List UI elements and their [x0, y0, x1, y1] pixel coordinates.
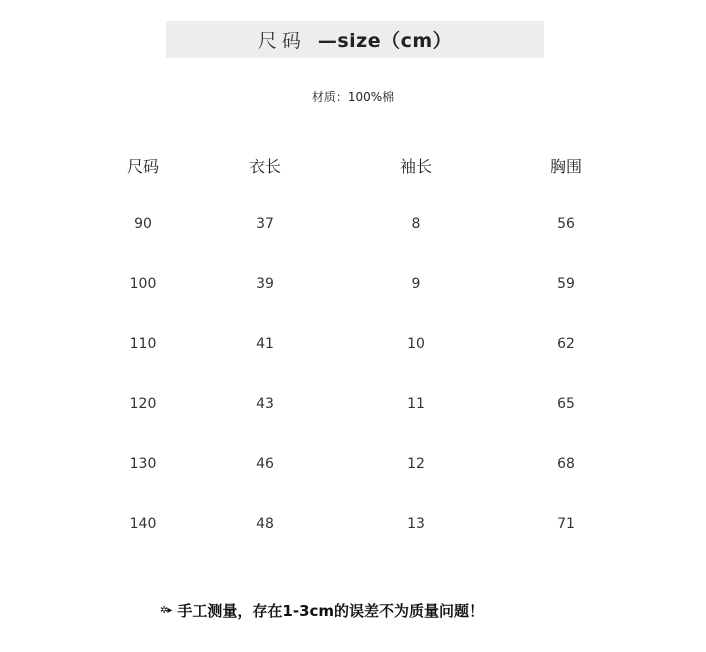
- cell-sleeve: 13: [407, 516, 425, 532]
- cell-size: 140: [129, 516, 157, 532]
- cell-chest: 62: [557, 336, 575, 352]
- cell-size: 90: [134, 216, 152, 232]
- cell-sleeve: 9: [411, 276, 421, 292]
- measurement-note-text: 手工测量，存在1-3cm的误差不为质量问题！: [177, 602, 485, 620]
- cell-length: 37: [256, 216, 274, 232]
- material-label: 材质：100%棉: [311, 90, 395, 104]
- cell-length: 41: [256, 336, 274, 352]
- star-arrow-icon: ✲▸: [160, 605, 172, 616]
- header-sleeve: 袖长: [399, 157, 433, 176]
- title-chinese: 尺码: [257, 30, 306, 52]
- title-banner: [166, 21, 544, 58]
- cell-sleeve: 11: [407, 396, 425, 412]
- cell-sleeve: 10: [407, 336, 425, 352]
- cell-chest: 59: [557, 276, 575, 292]
- cell-length: 46: [256, 456, 274, 472]
- header-chest: 胸围: [549, 157, 583, 176]
- header-size: 尺码: [126, 157, 160, 176]
- cell-chest: 56: [557, 216, 575, 232]
- cell-chest: 68: [557, 456, 575, 472]
- cell-length: 43: [256, 396, 274, 412]
- cell-size: 130: [129, 456, 157, 472]
- cell-length: 48: [256, 516, 274, 532]
- header-length: 衣长: [248, 157, 282, 176]
- cell-sleeve: 8: [411, 216, 421, 232]
- cell-sleeve: 12: [407, 456, 425, 472]
- cell-size: 120: [129, 396, 157, 412]
- cell-size: 110: [129, 336, 157, 352]
- cell-size: 100: [129, 276, 157, 292]
- title-size-cm: —size（cm）: [317, 30, 453, 52]
- measurement-note: [160, 600, 484, 621]
- cell-chest: 71: [557, 516, 575, 532]
- cell-chest: 65: [557, 396, 575, 412]
- cell-length: 39: [256, 276, 274, 292]
